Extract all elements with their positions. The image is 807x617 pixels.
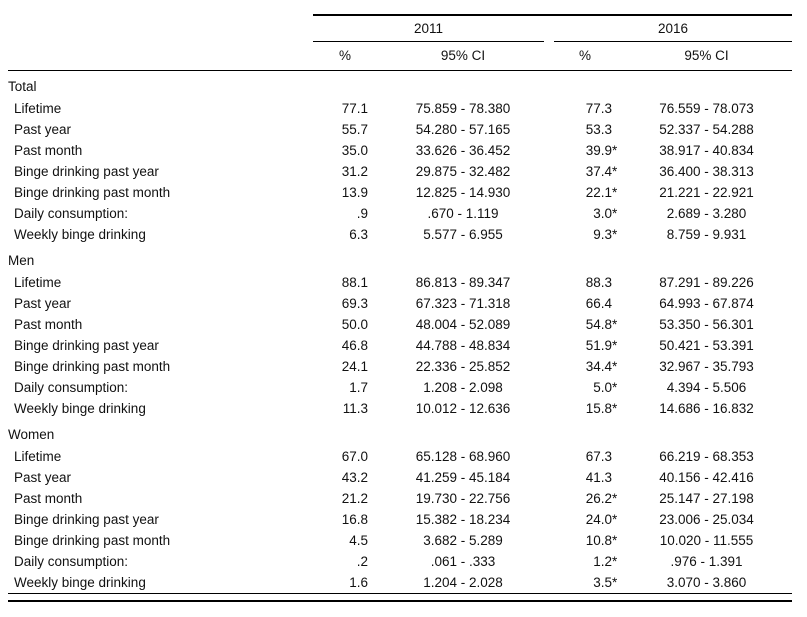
pct-value-2011 xyxy=(313,551,377,572)
pct-number: 88.1 xyxy=(341,274,368,290)
pct-number: 3.5 xyxy=(593,574,612,590)
pct-number: 5.0 xyxy=(593,379,612,395)
table-bottom-rule xyxy=(8,600,792,602)
col-header-ci-2011: 95% CI xyxy=(377,42,549,71)
ci-value-2016: 2.689 - 3.280 xyxy=(666,205,747,221)
year-group-2016 xyxy=(549,15,792,42)
ci-value-2016: 32.967 - 35.793 xyxy=(659,358,754,374)
pct-value-2016 xyxy=(549,161,621,182)
row-label: Lifetime xyxy=(14,100,62,116)
pct-value-2016 xyxy=(549,293,621,314)
pct-value-2016 xyxy=(549,356,621,377)
pct-value-2016 xyxy=(549,530,621,551)
row-label: Binge drinking past year xyxy=(14,163,159,179)
ci-value-2016: 50.421 - 53.391 xyxy=(659,337,754,353)
pct-number: 69.3 xyxy=(341,295,368,311)
year-group-2011 xyxy=(313,15,549,42)
col-header-pct-2016: % xyxy=(549,42,621,71)
pct-number: 15.8 xyxy=(585,400,612,416)
pct-number: 41.3 xyxy=(585,469,612,485)
pct-number: 66.4 xyxy=(585,295,612,311)
ci-value-2011: 22.336 - 25.852 xyxy=(415,358,511,374)
row-label: Past month xyxy=(14,490,83,506)
pct-value-2011 xyxy=(313,182,377,203)
pct-value-2011 xyxy=(313,530,377,551)
row-label: Daily consumption: xyxy=(14,205,129,221)
prevalence-table xyxy=(8,14,792,594)
pct-number: 54.8 xyxy=(585,316,612,332)
measure-header-row xyxy=(8,42,792,71)
table-row xyxy=(8,446,792,467)
ci-value-2011: 19.730 - 22.756 xyxy=(415,490,511,506)
pct-number: 22.1 xyxy=(585,184,612,200)
ci-value-2016: 40.156 - 42.416 xyxy=(659,469,754,485)
row-label: Weekly binge drinking xyxy=(14,226,146,242)
row-label: Binge drinking past month xyxy=(14,358,171,374)
ci-value-2011: 29.875 - 32.482 xyxy=(415,163,511,179)
table-row xyxy=(8,467,792,488)
table-row xyxy=(8,572,792,594)
pct-value-2016 xyxy=(549,314,621,335)
section-label: Total xyxy=(8,79,37,94)
pct-number: 35.0 xyxy=(341,142,368,158)
significance-asterisk: * xyxy=(612,163,618,179)
pct-value-2011 xyxy=(313,272,377,293)
ci-value-2016: 38.917 - 40.834 xyxy=(659,142,754,158)
pct-number: 9.3 xyxy=(593,226,612,242)
pct-number: 37.4 xyxy=(585,163,612,179)
row-label: Binge drinking past month xyxy=(14,532,171,548)
ci-value-2011: 65.128 - 68.960 xyxy=(415,448,511,464)
pct-value-2011 xyxy=(313,572,377,594)
ci-value-2011: 10.012 - 12.636 xyxy=(415,400,511,416)
row-label: Lifetime xyxy=(14,274,62,290)
ci-value-2011: 5.577 - 6.955 xyxy=(423,226,503,242)
pct-number: 24.1 xyxy=(341,358,368,374)
row-label: Past month xyxy=(14,316,83,332)
pct-value-2011 xyxy=(313,293,377,314)
pct-value-2016 xyxy=(549,335,621,356)
pct-number: .2 xyxy=(356,553,368,569)
pct-number: 10.8 xyxy=(585,532,612,548)
ci-value-2011: 48.004 - 52.089 xyxy=(415,316,511,332)
ci-value-2011: 1.204 - 2.028 xyxy=(377,572,549,594)
pct-number: 39.9 xyxy=(585,142,612,158)
pct-value-2011 xyxy=(313,467,377,488)
pct-value-2011 xyxy=(313,488,377,509)
ci-value-2011: 1.208 - 2.098 xyxy=(423,379,503,395)
pct-number: 1.2 xyxy=(593,553,612,569)
pct-value-2016 xyxy=(549,140,621,161)
pct-value-2011 xyxy=(313,356,377,377)
ci-value-2016: 25.147 - 27.198 xyxy=(659,490,754,506)
pct-number: 43.2 xyxy=(341,469,368,485)
table-row xyxy=(8,182,792,203)
ci-value-2011: 3.682 - 5.289 xyxy=(423,532,503,548)
table-row xyxy=(8,293,792,314)
pct-number: 77.1 xyxy=(341,100,368,116)
pct-number: 11.3 xyxy=(342,400,368,416)
pct-value-2011 xyxy=(313,140,377,161)
table-row xyxy=(8,314,792,335)
ci-value-2011: 67.323 - 71.318 xyxy=(415,295,511,311)
table-row xyxy=(8,335,792,356)
table-row xyxy=(8,98,792,119)
pct-value-2016 xyxy=(549,98,621,119)
pct-value-2011 xyxy=(313,314,377,335)
pct-number: 46.8 xyxy=(341,337,368,353)
pct-value-2011 xyxy=(313,224,377,245)
table-row xyxy=(8,530,792,551)
ci-value-2016: .976 - 1.391 xyxy=(670,553,743,569)
row-label: Past year xyxy=(14,469,72,485)
row-label: Binge drinking past month xyxy=(14,184,171,200)
section-header-row xyxy=(8,245,792,272)
ci-value-2011: .670 - 1.119 xyxy=(427,205,499,221)
table-row xyxy=(8,140,792,161)
row-label: Weekly binge drinking xyxy=(14,400,146,416)
pct-number: 67.3 xyxy=(585,448,612,464)
pct-number: 51.9 xyxy=(585,337,612,353)
table-row xyxy=(8,488,792,509)
ci-value-2016: 3.070 - 3.860 xyxy=(621,572,792,594)
pct-value-2016 xyxy=(549,272,621,293)
pct-value-2011 xyxy=(313,161,377,182)
ci-value-2016: 4.394 - 5.506 xyxy=(666,379,747,395)
pct-number: 6.3 xyxy=(349,226,368,242)
pct-value-2011 xyxy=(313,119,377,140)
row-label: Lifetime xyxy=(14,448,62,464)
ci-value-2016: 53.350 - 56.301 xyxy=(659,316,754,332)
pct-number: 26.2 xyxy=(585,490,612,506)
pct-number: 53.3 xyxy=(585,121,612,137)
significance-asterisk: * xyxy=(612,553,618,569)
ci-value-2011: 12.825 - 14.930 xyxy=(415,184,511,200)
significance-asterisk: * xyxy=(612,316,618,332)
ci-value-2011: 44.788 - 48.834 xyxy=(415,337,511,353)
year-label-2011: 2011 xyxy=(313,20,544,42)
ci-value-2011: 15.382 - 18.234 xyxy=(415,511,511,527)
year-header-row xyxy=(8,15,792,42)
ci-value-2011: .061 - .333 xyxy=(430,553,496,569)
significance-asterisk: * xyxy=(612,184,618,200)
pct-number: 4.5 xyxy=(349,532,368,548)
pct-number: 1.6 xyxy=(349,574,368,590)
pct-value-2016 xyxy=(549,377,621,398)
pct-value-2011 xyxy=(313,509,377,530)
significance-asterisk: * xyxy=(612,574,618,590)
significance-asterisk: * xyxy=(612,358,618,374)
pct-number: 13.9 xyxy=(341,184,368,200)
pct-value-2016 xyxy=(549,224,621,245)
ci-value-2016: 8.759 - 9.931 xyxy=(666,226,747,242)
pct-value-2011 xyxy=(313,98,377,119)
pct-number: 31.2 xyxy=(341,163,368,179)
significance-asterisk: * xyxy=(612,511,618,527)
table-row xyxy=(8,203,792,224)
significance-asterisk: * xyxy=(612,142,618,158)
significance-asterisk: * xyxy=(612,379,618,395)
table-body xyxy=(8,71,792,594)
table-row xyxy=(8,377,792,398)
ci-value-2016: 36.400 - 38.313 xyxy=(659,163,754,179)
ci-value-2016: 10.020 - 11.555 xyxy=(659,532,754,548)
row-label: Weekly binge drinking xyxy=(8,572,313,594)
table-header xyxy=(8,15,792,71)
pct-number: 21.2 xyxy=(341,490,368,506)
pct-value-2016 xyxy=(549,203,621,224)
pct-number: 3.0 xyxy=(593,205,612,221)
row-label: Binge drinking past year xyxy=(14,511,159,527)
pct-number: .9 xyxy=(356,205,368,221)
pct-number: 77.3 xyxy=(585,100,612,116)
pct-number: 55.7 xyxy=(341,121,368,137)
pct-value-2016 xyxy=(549,509,621,530)
pct-value-2011 xyxy=(313,398,377,419)
significance-asterisk: * xyxy=(612,400,618,416)
significance-asterisk: * xyxy=(612,226,618,242)
pct-number: 88.3 xyxy=(585,274,612,290)
table-row xyxy=(8,119,792,140)
pct-value-2016 xyxy=(549,551,621,572)
year-label-2016: 2016 xyxy=(554,20,792,42)
pct-number: 24.0 xyxy=(585,511,612,527)
row-label: Past year xyxy=(14,121,72,137)
ci-value-2016: 76.559 - 78.073 xyxy=(659,100,754,116)
pct-value-2011 xyxy=(313,203,377,224)
significance-asterisk: * xyxy=(612,490,618,506)
table-row xyxy=(8,272,792,293)
table-row xyxy=(8,161,792,182)
pct-number: 16.8 xyxy=(341,511,368,527)
ci-value-2011: 33.626 - 36.452 xyxy=(415,142,511,158)
row-label: Past month xyxy=(14,142,83,158)
ci-value-2016: 52.337 - 54.288 xyxy=(659,121,754,137)
pct-value-2011 xyxy=(313,446,377,467)
table-row xyxy=(8,551,792,572)
pct-value-2016 xyxy=(549,119,621,140)
empty-corner-cell xyxy=(8,15,313,42)
ci-value-2016: 14.686 - 16.832 xyxy=(659,400,754,416)
pct-number: 67.0 xyxy=(341,448,368,464)
row-label: Daily consumption: xyxy=(14,379,129,395)
pct-number: 50.0 xyxy=(341,316,368,332)
col-header-ci-2016: 95% CI xyxy=(621,42,792,71)
pct-value-2016 xyxy=(549,398,621,419)
ci-value-2011: 41.259 - 45.184 xyxy=(415,469,511,485)
pct-number: 1.7 xyxy=(349,379,368,395)
ci-value-2016: 87.291 - 89.226 xyxy=(659,274,754,290)
significance-asterisk: * xyxy=(612,337,618,353)
pct-value-2016 xyxy=(549,446,621,467)
ci-value-2016: 66.219 - 68.353 xyxy=(659,448,754,464)
pct-value-2016 xyxy=(549,467,621,488)
ci-value-2011: 75.859 - 78.380 xyxy=(415,100,511,116)
ci-value-2016: 64.993 - 67.874 xyxy=(659,295,754,311)
ci-value-2016: 23.006 - 25.034 xyxy=(659,511,754,527)
row-label: Past year xyxy=(14,295,72,311)
section-label: Women xyxy=(8,427,55,442)
pct-value-2011 xyxy=(313,377,377,398)
pct-value-2016 xyxy=(549,182,621,203)
ci-value-2011: 86.813 - 89.347 xyxy=(415,274,511,290)
pct-value-2011 xyxy=(313,335,377,356)
table-row xyxy=(8,224,792,245)
significance-asterisk: * xyxy=(612,205,618,221)
pct-value-2016 xyxy=(549,488,621,509)
row-label: Daily consumption: xyxy=(14,553,129,569)
significance-asterisk: * xyxy=(612,532,618,548)
pct-number: 34.4 xyxy=(585,358,612,374)
empty-corner-cell xyxy=(8,42,313,71)
table-row xyxy=(8,356,792,377)
section-label: Men xyxy=(8,253,35,268)
pct-value-2016 xyxy=(549,572,621,594)
row-label: Binge drinking past year xyxy=(14,337,159,353)
col-header-pct-2011: % xyxy=(313,42,377,71)
section-header-row xyxy=(8,71,792,99)
section-header-row xyxy=(8,419,792,446)
table-row xyxy=(8,509,792,530)
ci-value-2016: 21.221 - 22.921 xyxy=(659,184,754,200)
ci-value-2011: 54.280 - 57.165 xyxy=(415,121,511,137)
table-row xyxy=(8,398,792,419)
